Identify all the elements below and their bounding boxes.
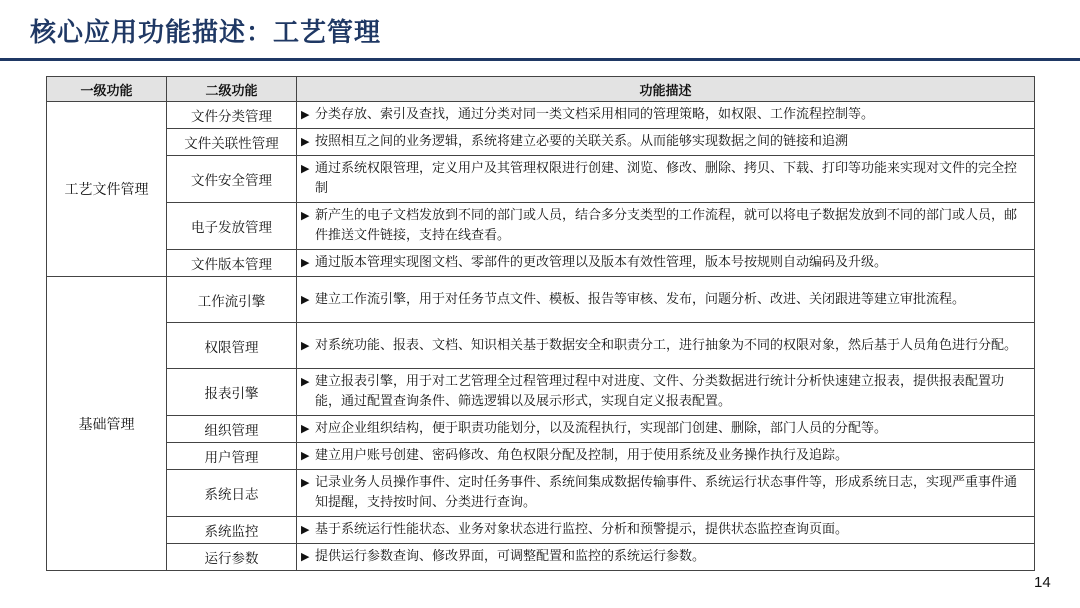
function-description	[297, 250, 1035, 277]
function-description	[297, 102, 1035, 129]
description-text: 提供运行参数查询、修改界面，可调整配置和监控的系统运行参数。	[315, 549, 706, 564]
level1-function: 基础管理	[47, 277, 167, 571]
triangle-bullet-icon: ▶	[301, 256, 310, 269]
triangle-bullet-icon: ▶	[301, 375, 310, 388]
table-row	[47, 323, 1035, 369]
level2-function: 系统日志	[167, 470, 297, 517]
triangle-bullet-icon: ▶	[301, 550, 310, 563]
description-text: 建立报表引擎，用于对工艺管理全过程管理过程中对进度、文件、分类数据进行统计分析快速建立报表，提供报表配置功能，通过配置查询条件、筛选逻辑以及展示形式，实现自定义报表配置。	[315, 374, 1005, 409]
description-text: 对应企业组织结构，便于职责功能划分，以及流程执行，实现部门创建、删除，部门人员的分配等。	[315, 421, 888, 436]
function-description	[297, 416, 1035, 443]
function-table	[46, 76, 1035, 571]
triangle-bullet-icon: ▶	[301, 209, 310, 222]
function-description	[297, 443, 1035, 470]
level2-function: 用户管理	[167, 443, 297, 470]
function-description	[297, 323, 1035, 369]
function-description	[297, 544, 1035, 571]
level1-function: 工艺文件管理	[47, 102, 167, 277]
function-description	[297, 156, 1035, 203]
triangle-bullet-icon: ▶	[301, 476, 310, 489]
level2-function: 文件安全管理	[167, 156, 297, 203]
function-description	[297, 470, 1035, 517]
table-row	[47, 250, 1035, 277]
table-row	[47, 102, 1035, 129]
table-row	[47, 129, 1035, 156]
triangle-bullet-icon: ▶	[301, 422, 310, 435]
page-number: 14	[1034, 574, 1051, 591]
triangle-bullet-icon: ▶	[301, 523, 310, 536]
description-text: 建立用户账号创建、密码修改、角色权限分配及控制，用于使用系统及业务操作执行及追踪。	[315, 448, 849, 463]
table-row	[47, 416, 1035, 443]
title-divider	[0, 58, 1080, 61]
level2-function: 电子发放管理	[167, 203, 297, 250]
table-row	[47, 369, 1035, 416]
level2-function: 组织管理	[167, 416, 297, 443]
description-text: 通过系统权限管理，定义用户及其管理权限进行创建、浏览、修改、删除、拷贝、下载、打印等功能来实现对文件的完全控制	[315, 161, 1018, 196]
table-row	[47, 544, 1035, 571]
description-text: 按照相互之间的业务逻辑，系统将建立必要的关联关系。从而能够实现数据之间的链接和追溯	[315, 134, 849, 149]
level2-function: 文件关联性管理	[167, 129, 297, 156]
level2-function: 运行参数	[167, 544, 297, 571]
function-description	[297, 277, 1035, 323]
table-row	[47, 517, 1035, 544]
level2-function: 文件版本管理	[167, 250, 297, 277]
level2-function: 系统监控	[167, 517, 297, 544]
level2-function: 报表引擎	[167, 369, 297, 416]
description-text: 新产生的电子文档发放到不同的部门或人员，结合多分支类型的工作流程，就可以将电子数据发放到不同的部门或人员，邮件推送文件链接，支持在线查看。	[315, 208, 1018, 243]
triangle-bullet-icon: ▶	[301, 449, 310, 462]
function-description	[297, 203, 1035, 250]
header-description: 功能描述	[297, 77, 1035, 102]
triangle-bullet-icon: ▶	[301, 162, 310, 175]
function-description	[297, 517, 1035, 544]
table-row	[47, 277, 1035, 323]
description-text: 分类存放、索引及查找，通过分类对同一类文档采用相同的管理策略，如权限、工作流程控制等。	[315, 107, 875, 122]
page-title: 核心应用功能描述：工艺管理	[30, 18, 382, 48]
triangle-bullet-icon: ▶	[301, 292, 310, 306]
description-text: 对系统功能、报表、文档、知识相关基于数据安全和职责分工，进行抽象为不同的权限对象，然后基于人员角色进行分配。	[315, 337, 1018, 353]
level2-function: 工作流引擎	[167, 277, 297, 323]
header-level2: 二级功能	[167, 77, 297, 102]
header-row	[47, 77, 1035, 102]
table-row	[47, 203, 1035, 250]
description-text: 基于系统运行性能状态、业务对象状态进行监控、分析和预警提示，提供状态监控查询页面。	[315, 522, 849, 537]
description-text: 记录业务人员操作事件、定时任务事件、系统间集成数据传输事件、系统运行状态事件等，形成系统日志，实现严重事件通知提醒，支持按时间、分类进行查询。	[315, 475, 1018, 510]
level2-function: 权限管理	[167, 323, 297, 369]
table-row	[47, 470, 1035, 517]
triangle-bullet-icon: ▶	[301, 338, 310, 352]
header-level1: 一级功能	[47, 77, 167, 102]
table-row	[47, 156, 1035, 203]
table-row	[47, 443, 1035, 470]
level2-function: 文件分类管理	[167, 102, 297, 129]
function-description	[297, 369, 1035, 416]
description-text: 通过版本管理实现图文档、零部件的更改管理以及版本有效性管理，版本号按规则自动编码及升级。	[315, 255, 888, 270]
triangle-bullet-icon: ▶	[301, 108, 310, 121]
description-text: 建立工作流引擎，用于对任务节点文件、模板、报告等审核、发布，问题分析、改进、关闭跟进等建立审批流程。	[315, 291, 966, 307]
function-description	[297, 129, 1035, 156]
triangle-bullet-icon: ▶	[301, 135, 310, 148]
